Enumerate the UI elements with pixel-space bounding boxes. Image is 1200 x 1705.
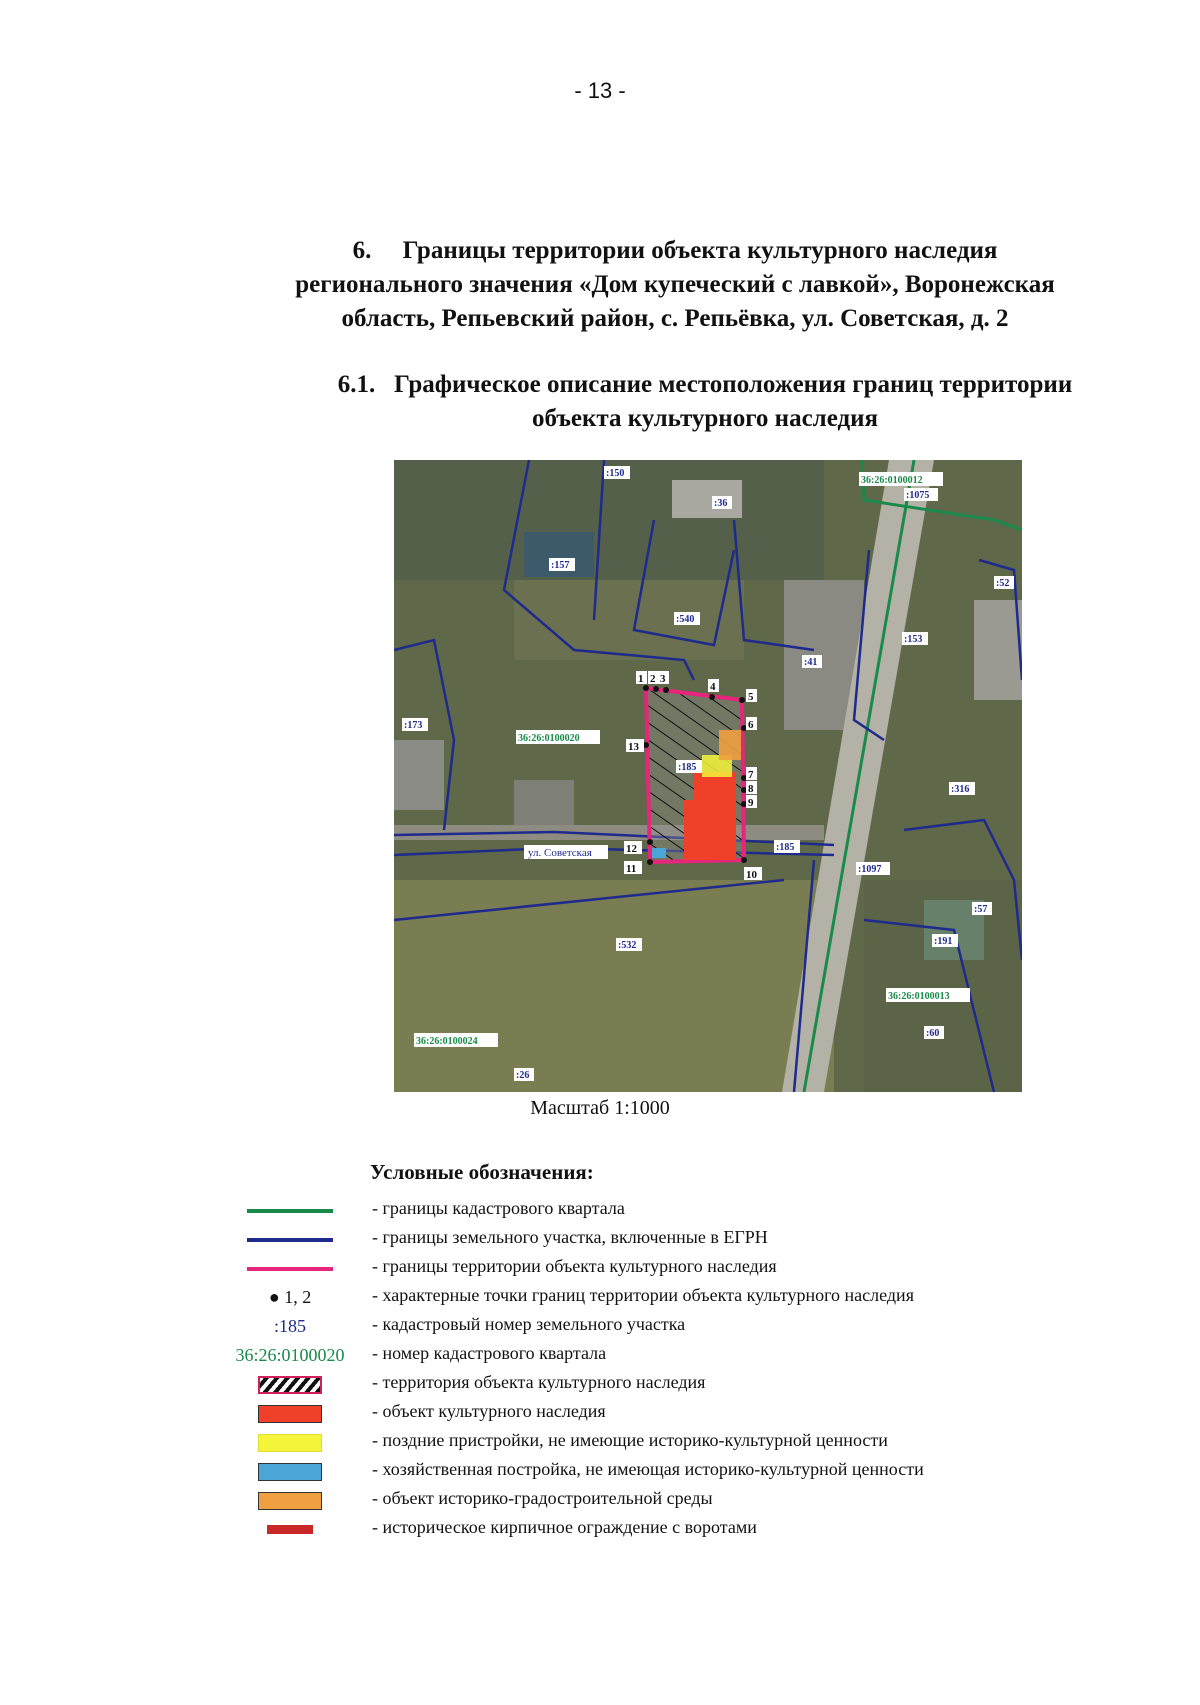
point-label: 6 bbox=[748, 719, 754, 731]
utility-building-symbol bbox=[258, 1463, 322, 1481]
parcel-label: :41 bbox=[804, 657, 818, 668]
parcel-label: :1097 bbox=[858, 864, 882, 875]
map-scale: Масштаб 1:1000 bbox=[530, 1097, 670, 1119]
point-label: 10 bbox=[746, 869, 757, 881]
quarter-boundary-symbol bbox=[247, 1209, 333, 1213]
legend-item bbox=[0, 1341, 1200, 1370]
quarter-label: 36:26:0100012 bbox=[861, 475, 923, 486]
quarter-number-symbol: 36:26:0100020 bbox=[235, 1345, 345, 1365]
parcel-label: :173 bbox=[404, 720, 423, 731]
parcel-label: :191 bbox=[934, 936, 953, 947]
section-6-number: 6. bbox=[352, 237, 372, 264]
parcel-label: :1075 bbox=[906, 490, 930, 501]
legend-item bbox=[0, 1196, 1200, 1225]
point-symbol-text: 1, 2 bbox=[284, 1287, 312, 1307]
section-6-title-line1: Границы территории объекта культурного наследия bbox=[402, 237, 998, 264]
parcel-label: :36 bbox=[714, 498, 728, 509]
section-6-1-title-line1: Графическое описание местоположения границ территории bbox=[394, 371, 1073, 398]
aerial-area-yard bbox=[514, 580, 744, 660]
parcel-label: :153 bbox=[904, 634, 923, 645]
legend-item bbox=[0, 1312, 1200, 1341]
parcel-label: :157 bbox=[551, 560, 570, 571]
brick-fence-symbol bbox=[267, 1525, 313, 1534]
street-sovetskaya bbox=[394, 825, 824, 840]
parcel-label: :532 bbox=[618, 940, 637, 951]
legend-item bbox=[0, 1486, 1200, 1515]
legend-description: - территория объекта культурного наследия bbox=[372, 1372, 706, 1392]
legend-item bbox=[0, 1254, 1200, 1283]
parcel-label: :185 bbox=[776, 842, 795, 853]
parcel-boundary-symbol bbox=[247, 1238, 333, 1242]
legend-description: - границы кадастрового квартала bbox=[372, 1198, 625, 1218]
section-6-title-line3: область, Репьевский район, с. Репьёвка, ул. Советская, д. 2 bbox=[341, 305, 1009, 332]
parcel-label: :60 bbox=[926, 1028, 940, 1039]
point-label: 9 bbox=[748, 797, 754, 809]
parcel-label: :57 bbox=[974, 904, 988, 915]
quarter-label: 36:26:0100013 bbox=[888, 991, 950, 1002]
parcel-number-symbol: :185 bbox=[273, 1316, 306, 1336]
cadastral-map bbox=[394, 460, 1022, 1092]
aerial-field-south bbox=[394, 880, 834, 1092]
historic-environment-symbol bbox=[258, 1492, 322, 1510]
legend-item bbox=[0, 1370, 1200, 1399]
legend-description: - объект культурного наследия bbox=[372, 1401, 606, 1421]
late-additions-symbol bbox=[258, 1434, 322, 1452]
section-6-1-title-line2: объекта культурного наследия bbox=[531, 405, 879, 432]
section-6-1-heading bbox=[270, 368, 1140, 436]
parcel-label: :316 bbox=[951, 784, 970, 795]
section-6-heading bbox=[230, 234, 1120, 336]
legend-description: - поздние пристройки, не имеющие историко-культурной ценности bbox=[372, 1430, 888, 1450]
building-roof bbox=[394, 740, 444, 810]
legend-item bbox=[0, 1428, 1200, 1457]
street-label: ул. Советская bbox=[528, 847, 592, 859]
legend-item bbox=[0, 1515, 1200, 1544]
legend-description: - кадастровый номер земельного участка bbox=[372, 1314, 686, 1334]
quarter-label: 36:26:0100024 bbox=[416, 1036, 478, 1047]
heritage-object bbox=[684, 800, 736, 860]
point-label: 7 bbox=[748, 769, 754, 781]
point-label: 5 bbox=[748, 691, 754, 703]
legend-title: Условные обозначения: bbox=[370, 1160, 594, 1184]
point-label: 1 bbox=[638, 673, 644, 685]
legend-description: - хозяйственная постройка, не имеющая историко-культурной ценности bbox=[372, 1459, 924, 1479]
parcel-label: :26 bbox=[516, 1070, 530, 1081]
dot-icon: ● bbox=[268, 1287, 280, 1307]
parcel-label: :150 bbox=[606, 468, 625, 479]
heritage-object-symbol bbox=[258, 1405, 322, 1423]
point-label: 4 bbox=[710, 681, 716, 693]
map-svg bbox=[394, 460, 1022, 1092]
point-label: 11 bbox=[626, 863, 637, 875]
legend-item bbox=[0, 1399, 1200, 1428]
legend-description: - объект историко-градостроительной среды bbox=[372, 1488, 713, 1508]
parcel-label: :185 bbox=[678, 762, 697, 773]
heritage-boundary-symbol bbox=[247, 1267, 333, 1271]
legend-description: - характерные точки границ территории объекта культурного наследия bbox=[372, 1285, 914, 1305]
parcel-label: :52 bbox=[996, 578, 1010, 589]
legend-item bbox=[0, 1457, 1200, 1486]
legend-description: - границы земельного участка, включенные в ЕГРН bbox=[372, 1227, 768, 1247]
point-label: 8 bbox=[748, 783, 754, 795]
legend-description: - границы территории объекта культурного наследия bbox=[372, 1256, 777, 1276]
legend-item bbox=[0, 1225, 1200, 1254]
heritage-territory-symbol bbox=[258, 1376, 322, 1394]
point-symbol bbox=[269, 1287, 311, 1308]
parcel-label: :540 bbox=[676, 614, 695, 625]
historic-environment-object bbox=[719, 730, 741, 760]
quarter-label: 36:26:0100020 bbox=[518, 733, 580, 744]
building-roof bbox=[974, 600, 1022, 700]
utility-building bbox=[652, 848, 666, 858]
section-6-title-line2: регионального значения «Дом купеческий с лавкой», Воронежская bbox=[295, 271, 1055, 298]
section-6-1-number: 6.1. bbox=[337, 371, 376, 398]
point-label: 3 bbox=[660, 673, 666, 685]
point-label: 13 bbox=[628, 741, 639, 753]
point-label: 12 bbox=[626, 843, 637, 855]
legend-item bbox=[0, 1283, 1200, 1312]
legend-description: - номер кадастрового квартала bbox=[372, 1343, 607, 1363]
legend-description: - историческое кирпичное ограждение с воротами bbox=[372, 1517, 757, 1537]
page-number: - 13 - bbox=[574, 78, 626, 103]
point-label: 2 bbox=[650, 673, 656, 685]
